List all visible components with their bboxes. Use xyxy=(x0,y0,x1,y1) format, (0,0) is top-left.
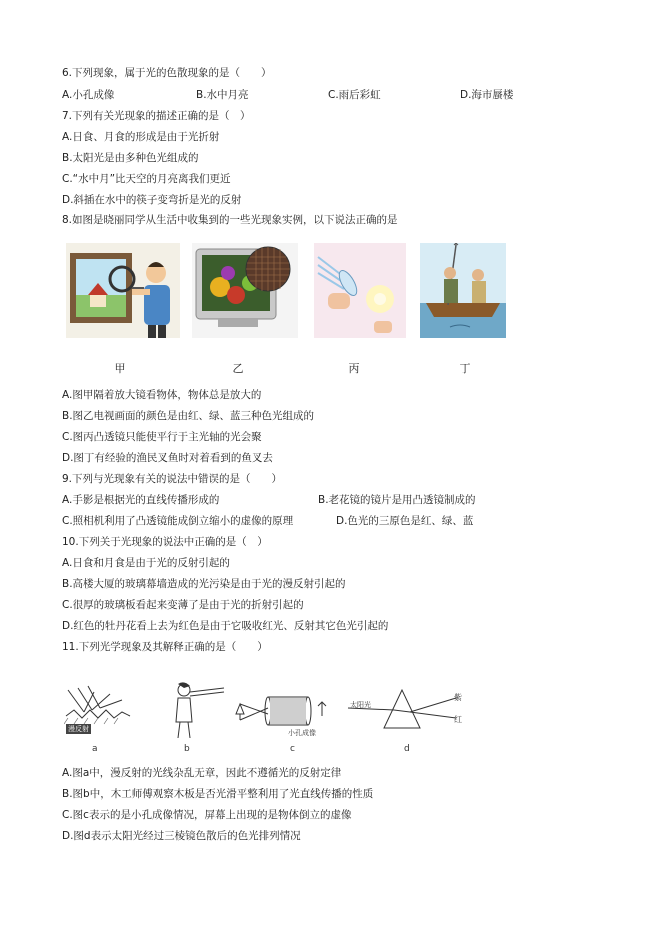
q8-option-a: A.图甲隔着放大镜看物体，物体总是放大的 xyxy=(62,389,262,401)
fig-d-label: d xyxy=(404,744,410,754)
q11-stem: 11.下列光学现象及其解释正确的是（ ） xyxy=(62,641,268,653)
convex-lens-photo xyxy=(314,243,406,338)
television-photo xyxy=(192,243,298,338)
q10-option-c: C.很厚的玻璃板看起来变薄了是由于光的折射引起的 xyxy=(62,599,304,611)
q9-option-d: D.色光的三原色是红、绿、蓝 xyxy=(336,515,474,527)
prism-dispersion-figure xyxy=(344,684,464,740)
q10-option-a: A.日食和月食是由于光的反射引起的 xyxy=(62,557,230,569)
q6-option-c: C.雨后彩虹 xyxy=(328,89,381,101)
q7-option-c: C.“水中月”比天空的月亮离我们更近 xyxy=(62,173,231,185)
fig-c-caption: 小孔成像 xyxy=(288,729,316,737)
carpenter-figure xyxy=(160,680,226,740)
q9-option-c: C.照相机利用了凸透镜能成倒立缩小的虚像的原理 xyxy=(62,515,294,527)
q7-stem: 7.下列有关光现象的描述正确的是（ ） xyxy=(62,110,251,122)
q9-option-a: A.手影是根据光的直线传播形成的 xyxy=(62,494,220,506)
fig-d-red-label: 红 xyxy=(454,715,462,724)
q11-option-a: A.图a中，漫反射的光线杂乱无章，因此不遵循光的反射定律 xyxy=(62,767,342,779)
photo-caption-yi: 乙 xyxy=(232,362,244,375)
q8-option-b: B.图乙电视画面的颜色是由红、绿、蓝三种色光组成的 xyxy=(62,410,315,422)
q8-option-c: C.图丙凸透镜只能使平行于主光轴的光会聚 xyxy=(62,431,262,443)
fig-a-label: a xyxy=(92,744,98,754)
fig-c-label: c xyxy=(290,744,295,754)
q8-option-d: D.图丁有经验的渔民叉鱼时对着看到的鱼叉去 xyxy=(62,452,273,464)
q7-option-d: D.斜插在水中的筷子变弯折是光的反射 xyxy=(62,194,242,206)
fig-d-violet-label: 紫 xyxy=(454,693,462,702)
q11-option-b: B.图b中，木工师傅观察木板是否光滑平整利用了光直线传播的性质 xyxy=(62,788,374,800)
fisherman-photo xyxy=(420,243,506,338)
q6-option-a: A.小孔成像 xyxy=(62,89,115,101)
q9-stem: 9.下列与光现象有关的说法中错误的是（ ） xyxy=(62,473,283,485)
q7-option-b: B.太阳光是由多种色光组成的 xyxy=(62,152,199,164)
q11-option-c: C.图c表示的是小孔成像情况，屏幕上出现的是物体倒立的虚像 xyxy=(62,809,352,821)
photo-caption-ding: 丁 xyxy=(459,362,471,375)
fig-b-label: b xyxy=(184,744,190,754)
q6-option-b: B.水中月亮 xyxy=(196,89,249,101)
q10-stem: 10.下列关于光现象的说法中正确的是（ ） xyxy=(62,536,268,548)
magnifier-photo xyxy=(66,243,180,338)
q6-option-d: D.海市蜃楼 xyxy=(460,89,514,101)
q9-option-b: B.老花镜的镜片是用凸透镜制成的 xyxy=(318,494,476,506)
q11-option-d: D.图d表示太阳光经过三棱镜色散后的色光排列情况 xyxy=(62,830,301,842)
q7-option-a: A.日食、月食的形成是由于光折射 xyxy=(62,131,220,143)
photo-caption-jia: 甲 xyxy=(114,362,126,375)
q8-stem: 8.如图是晓丽同学从生活中收集到的一些光现象实例，以下说法正确的是 xyxy=(62,214,398,226)
q10-option-b: B.高楼大厦的玻璃幕墙造成的光污染是由于光的漫反射引起的 xyxy=(62,578,346,590)
fig-d-sunlight-label: 太阳光 xyxy=(350,701,371,709)
photo-caption-bing: 丙 xyxy=(348,362,360,375)
fig-a-caption: 漫反射 xyxy=(68,725,89,733)
q6-stem: 6.下列现象，属于光的色散现象的是（ ） xyxy=(62,67,272,79)
q10-option-d: D.红色的牡丹花看上去为红色是由于它吸收红光、反射其它色光引起的 xyxy=(62,620,389,632)
